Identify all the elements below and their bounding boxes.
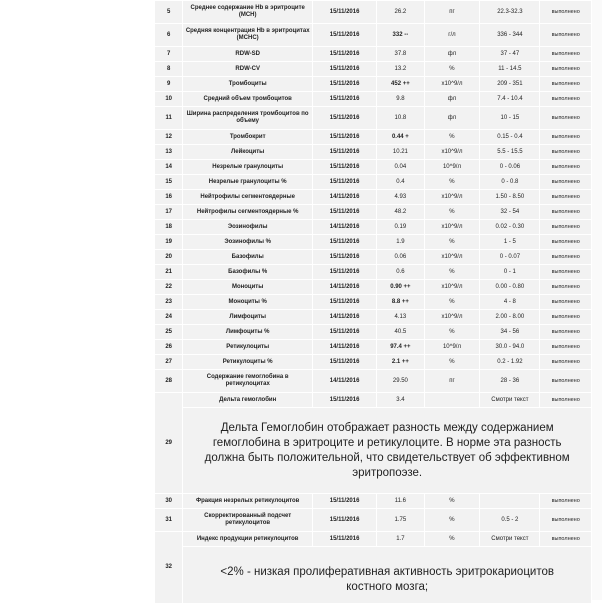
test-name: RDW-CV — [183, 62, 312, 76]
test-value: 37.8 — [377, 47, 423, 61]
test-name: Лимфоциты — [183, 310, 312, 324]
test-date: 15/11/2016 — [313, 205, 376, 219]
table-row — [155, 280, 591, 294]
test-value: 10.21 — [377, 145, 423, 159]
status-text: выполнено — [540, 160, 591, 174]
table-row — [155, 92, 591, 106]
row-number: 26 — [155, 340, 182, 354]
status-text: выполнено — [540, 370, 591, 392]
row-number: 23 — [155, 295, 182, 309]
status-text: выполнено — [540, 295, 591, 309]
test-unit: % — [425, 235, 480, 249]
test-value: 10.8 — [377, 107, 423, 129]
test-name: Индекс продукции ретикулоцитов — [183, 532, 312, 546]
reference-range: Смотри текст — [480, 393, 539, 407]
test-value: 11.6 — [377, 494, 423, 508]
table-row — [155, 77, 591, 91]
row-number: 5 — [155, 1, 182, 23]
table-row — [155, 250, 591, 264]
test-unit: x10^9/л — [425, 190, 480, 204]
test-value: 2.1 ++ — [377, 355, 423, 369]
reference-range: 0.00 - 0.80 — [480, 280, 539, 294]
test-name: Лимфоциты % — [183, 325, 312, 339]
status-text: выполнено — [540, 175, 591, 189]
reference-range: 32 - 54 — [480, 205, 539, 219]
table-row — [155, 325, 591, 339]
status-text: выполнено — [540, 325, 591, 339]
row-number: 15 — [155, 175, 182, 189]
test-name: Моноциты — [183, 280, 312, 294]
test-unit: % — [425, 532, 480, 546]
table-row — [155, 190, 591, 204]
test-date: 15/11/2016 — [313, 175, 376, 189]
test-date: 15/11/2016 — [313, 1, 376, 23]
test-date: 15/11/2016 — [313, 393, 376, 407]
test-date: 15/11/2016 — [313, 295, 376, 309]
description-row — [155, 408, 591, 493]
row-number: 31 — [155, 509, 182, 531]
table-row — [155, 340, 591, 354]
row-number: 8 — [155, 62, 182, 76]
test-name: Лейкоциты — [183, 145, 312, 159]
test-value: 332 -- — [377, 24, 423, 46]
test-unit: x10^9/л — [425, 145, 480, 159]
results-sheet — [154, 0, 592, 604]
status-text: выполнено — [540, 24, 591, 46]
test-unit: x10^9/л — [425, 77, 480, 91]
test-value: 0.19 — [377, 220, 423, 234]
test-date: 14/11/2016 — [313, 370, 376, 392]
reference-range: 0.5 - 2 — [480, 509, 539, 531]
status-text: выполнено — [540, 310, 591, 324]
reference-range: 7.4 - 10.4 — [480, 92, 539, 106]
status-text: выполнено — [540, 92, 591, 106]
test-value: 0.90 ++ — [377, 280, 423, 294]
status-text: выполнено — [540, 340, 591, 354]
reference-range: 0.02 - 0.30 — [480, 220, 539, 234]
row-number: 7 — [155, 47, 182, 61]
reference-range: 0 - 1 — [480, 265, 539, 279]
table-row — [155, 310, 591, 324]
test-value: 4.93 — [377, 190, 423, 204]
test-date: 14/11/2016 — [313, 340, 376, 354]
row-number: 9 — [155, 77, 182, 91]
status-text: выполнено — [540, 205, 591, 219]
results-table — [154, 0, 592, 604]
test-name: Фракция незрелых ретикулоцитов — [183, 494, 312, 508]
test-date: 14/11/2016 — [313, 310, 376, 324]
test-value: 40.5 — [377, 325, 423, 339]
status-text: выполнено — [540, 235, 591, 249]
test-name: Эозинофилы — [183, 220, 312, 234]
table-row — [155, 355, 591, 369]
table-row — [155, 24, 591, 46]
test-unit: пг — [425, 1, 480, 23]
test-value: 0.06 — [377, 250, 423, 264]
description-text: <2% - низкая пролиферативная активность эритрокариоцитов костного мозга; — [183, 547, 591, 603]
status-text: выполнено — [540, 355, 591, 369]
status-text: выполнено — [540, 145, 591, 159]
reference-range: 2.00 - 8.00 — [480, 310, 539, 324]
test-name: Ретикулоциты — [183, 340, 312, 354]
test-date: 15/11/2016 — [313, 24, 376, 46]
table-row — [155, 160, 591, 174]
reference-range: 28 - 36 — [480, 370, 539, 392]
status-text: выполнено — [540, 509, 591, 531]
row-number: 16 — [155, 190, 182, 204]
reference-range: 4 - 8 — [480, 295, 539, 309]
test-date: 15/11/2016 — [313, 107, 376, 129]
test-date: 15/11/2016 — [313, 250, 376, 264]
table-row — [155, 205, 591, 219]
test-unit: % — [425, 175, 480, 189]
test-value: 1.7 — [377, 532, 423, 546]
test-name: Средняя концентрация Hb в эритроцитах (MCHC) — [183, 24, 312, 46]
test-date: 15/11/2016 — [313, 145, 376, 159]
test-value: 13.2 — [377, 62, 423, 76]
test-unit: фл — [425, 107, 480, 129]
test-name: Дельта гемоглобин — [183, 393, 312, 407]
row-number: 10 — [155, 92, 182, 106]
reference-range: 0 - 0.8 — [480, 175, 539, 189]
test-name: Содержание гемоглобина в ретикулоцитах — [183, 370, 312, 392]
table-row — [155, 175, 591, 189]
test-unit: % — [425, 355, 480, 369]
reference-range: 22.3-32.3 — [480, 1, 539, 23]
test-value: 0.6 — [377, 265, 423, 279]
table-row — [155, 47, 591, 61]
table-row — [155, 130, 591, 144]
row-number: 11 — [155, 107, 182, 129]
test-name: Базофилы % — [183, 265, 312, 279]
test-date: 15/11/2016 — [313, 160, 376, 174]
test-unit: x10^9/л — [425, 280, 480, 294]
reference-range: Смотри текст — [480, 532, 539, 546]
status-text: выполнено — [540, 107, 591, 129]
table-row — [155, 265, 591, 279]
test-date: 14/11/2016 — [313, 220, 376, 234]
test-date: 15/11/2016 — [313, 532, 376, 546]
test-unit: 10^9/л — [425, 340, 480, 354]
test-value: 97.4 ++ — [377, 340, 423, 354]
scrollbar-track[interactable] — [592, 0, 602, 600]
test-name: Тромбокрит — [183, 130, 312, 144]
test-unit — [425, 393, 480, 407]
row-number: 22 — [155, 280, 182, 294]
status-text: выполнено — [540, 494, 591, 508]
test-unit: % — [425, 325, 480, 339]
reference-range: 0.2 - 1.92 — [480, 355, 539, 369]
test-name: Средний объем тромбоцитов — [183, 92, 312, 106]
test-value: 3.4 — [377, 393, 423, 407]
table-row — [155, 494, 591, 508]
test-date: 15/11/2016 — [313, 77, 376, 91]
test-date: 15/11/2016 — [313, 265, 376, 279]
test-name: Среднее содержание Hb в эритроците (MCH) — [183, 1, 312, 23]
reference-range: 0 - 0.07 — [480, 250, 539, 264]
table-row — [155, 107, 591, 129]
test-name: Незрелые гранулоциты % — [183, 175, 312, 189]
reference-range: 10 - 15 — [480, 107, 539, 129]
test-date: 15/11/2016 — [313, 509, 376, 531]
table-row — [155, 295, 591, 309]
status-text: выполнено — [540, 1, 591, 23]
status-text: выполнено — [540, 280, 591, 294]
test-name: Ретикулоциты % — [183, 355, 312, 369]
row-number: 18 — [155, 220, 182, 234]
row-number: 32 — [155, 532, 182, 603]
table-row — [155, 220, 591, 234]
row-number: 17 — [155, 205, 182, 219]
test-unit: фл — [425, 47, 480, 61]
reference-range — [480, 494, 539, 508]
table-row — [155, 509, 591, 531]
status-text: выполнено — [540, 77, 591, 91]
test-value: 452 ++ — [377, 77, 423, 91]
test-date: 14/11/2016 — [313, 280, 376, 294]
test-name: Нейтрофилы сегментоядерные % — [183, 205, 312, 219]
test-date: 14/11/2016 — [313, 190, 376, 204]
test-unit: % — [425, 494, 480, 508]
row-number: 30 — [155, 494, 182, 508]
row-number: 24 — [155, 310, 182, 324]
test-name: Тромбоциты — [183, 77, 312, 91]
reference-range: 11 - 14.5 — [480, 62, 539, 76]
test-date: 15/11/2016 — [313, 130, 376, 144]
reference-range: 5.5 - 15.5 — [480, 145, 539, 159]
test-unit: % — [425, 62, 480, 76]
test-date: 15/11/2016 — [313, 355, 376, 369]
test-value: 0.04 — [377, 160, 423, 174]
test-unit: x10^9/л — [425, 250, 480, 264]
test-value: 1.75 — [377, 509, 423, 531]
test-date: 15/11/2016 — [313, 325, 376, 339]
test-unit: % — [425, 205, 480, 219]
results-table-body-tail — [155, 393, 591, 603]
test-value: 4.13 — [377, 310, 423, 324]
test-unit: пг — [425, 370, 480, 392]
test-value: 1.9 — [377, 235, 423, 249]
test-value: 8.8 ++ — [377, 295, 423, 309]
row-number: 29 — [155, 393, 182, 493]
test-name: Нейтрофилы сегментоядерные — [183, 190, 312, 204]
description-row — [155, 547, 591, 603]
reference-range: 30.0 - 94.0 — [480, 340, 539, 354]
reference-range: 37 - 47 — [480, 47, 539, 61]
table-row — [155, 145, 591, 159]
row-number: 12 — [155, 130, 182, 144]
row-number: 27 — [155, 355, 182, 369]
row-number: 13 — [155, 145, 182, 159]
test-date: 15/11/2016 — [313, 62, 376, 76]
test-unit: % — [425, 130, 480, 144]
test-unit: 10^9/л — [425, 160, 480, 174]
reference-range: 0.15 - 0.4 — [480, 130, 539, 144]
row-number: 21 — [155, 265, 182, 279]
status-text: выполнено — [540, 190, 591, 204]
test-unit: % — [425, 509, 480, 531]
test-value: 0.4 — [377, 175, 423, 189]
test-name: Скорректированный подсчет ретикулоцитов — [183, 509, 312, 531]
test-unit: фл — [425, 92, 480, 106]
test-unit: % — [425, 295, 480, 309]
table-row — [155, 1, 591, 23]
status-text: выполнено — [540, 265, 591, 279]
test-name: RDW-SD — [183, 47, 312, 61]
test-date: 15/11/2016 — [313, 47, 376, 61]
reference-range: 34 - 56 — [480, 325, 539, 339]
test-unit: г/л — [425, 24, 480, 46]
test-name: Эозинофилы % — [183, 235, 312, 249]
reference-range: 336 - 344 — [480, 24, 539, 46]
test-unit: % — [425, 265, 480, 279]
test-date: 15/11/2016 — [313, 494, 376, 508]
description-text: Дельта Гемоглобин отображает разность между содержанием гемоглобина в эритроците и ретикулоците. В норме эта разность должна быть положительной, что свидетельствует об эффективном эритропоэзе. — [183, 408, 591, 493]
test-value: 48.2 — [377, 205, 423, 219]
test-date: 15/11/2016 — [313, 235, 376, 249]
row-number: 20 — [155, 250, 182, 264]
table-row — [155, 393, 591, 407]
status-text: выполнено — [540, 47, 591, 61]
table-row — [155, 62, 591, 76]
test-value: 29.50 — [377, 370, 423, 392]
status-text: выполнено — [540, 220, 591, 234]
test-name: Незрелые гранулоциты — [183, 160, 312, 174]
table-row — [155, 370, 591, 392]
row-number: 19 — [155, 235, 182, 249]
table-row — [155, 532, 591, 546]
status-text: выполнено — [540, 62, 591, 76]
reference-range: 209 - 351 — [480, 77, 539, 91]
test-name: Моноциты % — [183, 295, 312, 309]
row-number: 14 — [155, 160, 182, 174]
status-text: выполнено — [540, 532, 591, 546]
results-table-body — [155, 1, 591, 392]
test-name: Базофилы — [183, 250, 312, 264]
test-unit: x10^9/л — [425, 220, 480, 234]
row-number: 6 — [155, 24, 182, 46]
reference-range: 1 - 5 — [480, 235, 539, 249]
table-row — [155, 235, 591, 249]
status-text: выполнено — [540, 250, 591, 264]
status-text: выполнено — [540, 393, 591, 407]
test-unit: x10^9/л — [425, 310, 480, 324]
test-value: 0.44 + — [377, 130, 423, 144]
row-number: 28 — [155, 370, 182, 392]
test-name: Ширина распределения тромбоцитов по объему — [183, 107, 312, 129]
test-value: 9.8 — [377, 92, 423, 106]
reference-range: 1.50 - 8.50 — [480, 190, 539, 204]
test-date: 15/11/2016 — [313, 92, 376, 106]
test-value: 26.2 — [377, 1, 423, 23]
row-number: 25 — [155, 325, 182, 339]
status-text: выполнено — [540, 130, 591, 144]
reference-range: 0 - 0.06 — [480, 160, 539, 174]
